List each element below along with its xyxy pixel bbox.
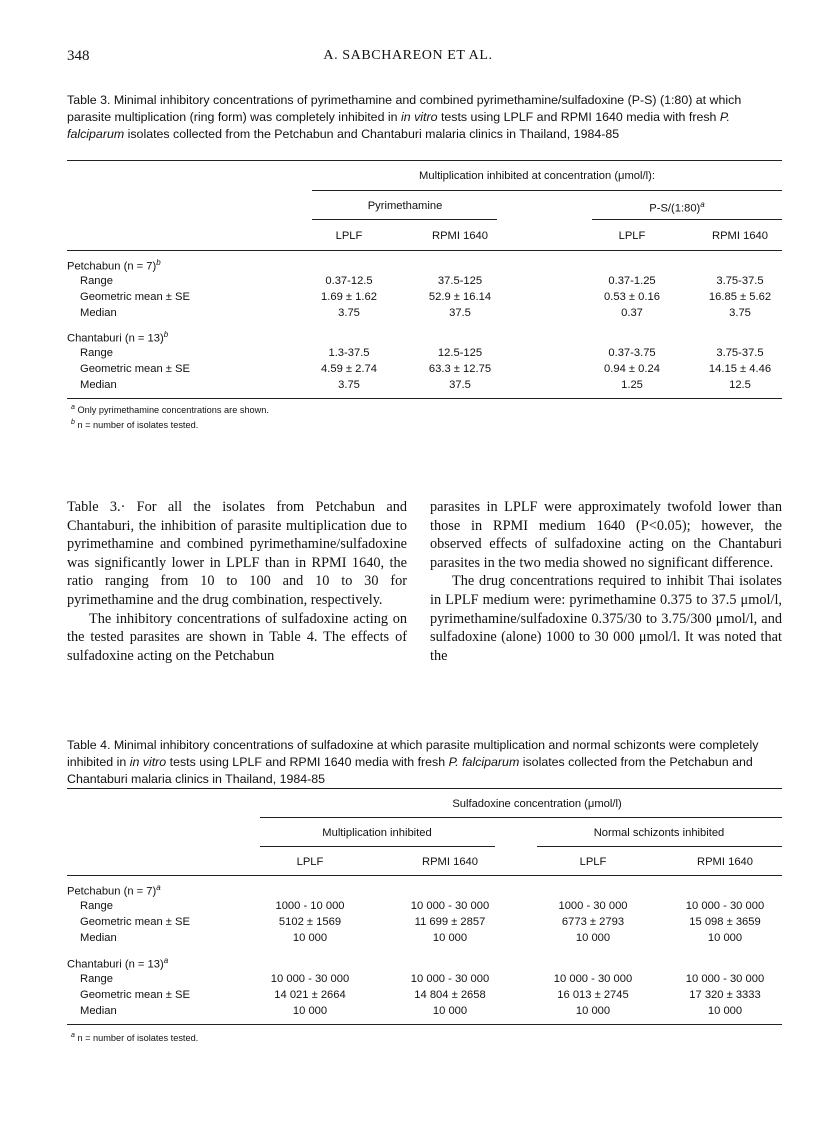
table3-row-label: Geometric mean ± SE bbox=[80, 291, 190, 303]
table4-cell: 10 000 bbox=[292, 932, 328, 944]
table4-cell: 10 000 bbox=[707, 932, 743, 944]
table4-footnote: $^a$ n = number of isolates tested. bbox=[71, 1032, 199, 1044]
table4-section-petchabun: Petchabun (n = 7)$^a$ bbox=[67, 883, 161, 898]
table4-col-rpmi-1: RPMI 1640 bbox=[422, 856, 478, 868]
table4-col-lplf-1: LPLF bbox=[296, 856, 324, 868]
table4-cell: 10 000 bbox=[575, 932, 611, 944]
table4-group-schizonts: Normal schizonts inhibited bbox=[593, 827, 725, 839]
table4-col-lplf-2: LPLF bbox=[579, 856, 607, 868]
table3-cell: 14.15 ± 4.46 bbox=[708, 363, 772, 375]
table4-cell: 14 021 ± 2664 bbox=[274, 989, 346, 1001]
table3-cell: 37.5 bbox=[449, 307, 471, 319]
table3-group-pyrimethamine: Pyrimethamine bbox=[367, 200, 443, 212]
table4-row-label: Median bbox=[80, 932, 117, 944]
table3-cell: 0.37-3.75 bbox=[608, 347, 656, 359]
table3-cell: 12.5 bbox=[729, 379, 751, 391]
table3-cell: 37.5 bbox=[449, 379, 471, 391]
table4-cell: 14 804 ± 2658 bbox=[414, 989, 486, 1001]
table4-cell: 5102 ± 1569 bbox=[278, 916, 342, 928]
table3-footnote: $^b$ n = number of isolates tested. bbox=[71, 419, 199, 431]
table4-spanner: Sulfadoxine concentration (μmol/l) bbox=[452, 798, 622, 810]
table4-cell: 10 000 - 30 000 bbox=[270, 973, 350, 985]
running-head: A. SABCHAREON ET AL. bbox=[323, 48, 493, 63]
table3-col-rpmi-2: RPMI 1640 bbox=[712, 230, 768, 242]
table3-col-lplf-1: LPLF bbox=[335, 230, 363, 242]
table3-cell: 3.75 bbox=[729, 307, 751, 319]
table3-cell: 3.75-37.5 bbox=[716, 275, 764, 287]
table3-cell: 4.59 ± 2.74 bbox=[321, 363, 377, 375]
body-paragraph: parasites in LPLF were approximately twofold lower than those in RPMI medium 1640 (P<0.05); however, the observed effects of sulfadoxine acting on the Chantaburi parasites in the two media showed no significant difference. bbox=[430, 499, 782, 571]
table3-cell: 16.85 ± 5.62 bbox=[708, 291, 772, 303]
table3-cell: 0.37 bbox=[621, 307, 643, 319]
body-column-right bbox=[430, 498, 782, 665]
table3-cell: 12.5-125 bbox=[437, 347, 483, 359]
table3-row-label: Range bbox=[80, 347, 113, 359]
table3-cell: 1.25 bbox=[621, 379, 643, 391]
table4-row-label: Median bbox=[80, 1005, 117, 1017]
table3-caption: Table 3. Minimal inhibitory concentrations of pyrimethamine and combined pyrimethamine/sulfadoxine (P-S) (1:80) at which parasite multiplication (ring form) was completely inhibited in in vitro tests using LPLF and RPMI 1640 media with fresh P. falciparum isolates collected from the Petchabun and Chantaburi malaria clinics in Thailand, 1984-85 bbox=[67, 93, 742, 141]
table4-cell: 15 098 ± 3659 bbox=[689, 916, 761, 928]
table3-row-label: Range bbox=[80, 275, 113, 287]
table4-cell: 16 013 ± 2745 bbox=[557, 989, 629, 1001]
table4-group-multiplication: Multiplication inhibited bbox=[322, 827, 432, 839]
table3-group-ps: P-S/(1:80)$^a$ bbox=[649, 200, 705, 215]
table3-col-rpmi-1: RPMI 1640 bbox=[432, 230, 488, 242]
table4-cell: 10 000 bbox=[432, 1005, 468, 1017]
table4-caption: Table 4. Minimal inhibitory concentrations of sulfadoxine at which parasite multiplication and normal schizonts were completely inhibited in in vitro tests using LPLF and RPMI 1640 media with fresh P. falciparum isolates collected from the Petchabun and Chantaburi malaria clinics in Thailand, 1984-85 bbox=[67, 738, 759, 786]
table4-cell: 10 000 bbox=[432, 932, 468, 944]
table3-cell: 3.75 bbox=[338, 379, 360, 391]
table3-cell: 3.75-37.5 bbox=[716, 347, 764, 359]
table3-cell: 52.9 ± 16.14 bbox=[428, 291, 492, 303]
table3-cell: 0.37-12.5 bbox=[325, 275, 373, 287]
table3-cell: 3.75 bbox=[338, 307, 360, 319]
table3-cell: 63.3 ± 12.75 bbox=[428, 363, 492, 375]
table4-cell: 10 000 bbox=[707, 1005, 743, 1017]
table3-row-label: Median bbox=[80, 379, 117, 391]
table3-spanner: Multiplication inhibited at concentration (μmol/l): bbox=[419, 170, 655, 182]
table3-cell: 0.94 ± 0.24 bbox=[604, 363, 660, 375]
table4-cell: 1000 - 10 000 bbox=[275, 900, 345, 912]
table3-section-chantaburi: Chantaburi (n = 13)$^b$ bbox=[67, 330, 169, 345]
table3-footnote: $^a$ Only pyrimethamine concentrations are shown. bbox=[71, 404, 269, 416]
table4-row-label: Range bbox=[80, 973, 113, 985]
table4-cell: 1000 - 30 000 bbox=[558, 900, 628, 912]
table3-cell: 1.69 ± 1.62 bbox=[321, 291, 377, 303]
table4-cell: 10 000 - 30 000 bbox=[685, 900, 765, 912]
body-column-left bbox=[67, 498, 407, 665]
table4 bbox=[67, 788, 782, 1053]
body-paragraph: The drug concentrations required to inhibit Thai isolates in LPLF medium were: pyrimethamine 0.375 to 37.5 μmol/l, pyrimethamine/sulfadoxine 0.375/30 to 3.75/300 μmol/l, and sulfadoxine (alone) 1000 to 30 000 μmol/l. It was noted that the bbox=[430, 573, 782, 664]
table3 bbox=[67, 160, 782, 435]
table4-col-rpmi-2: RPMI 1640 bbox=[697, 856, 753, 868]
table3-cell: 37.5-125 bbox=[437, 275, 483, 287]
table3-col-lplf-2: LPLF bbox=[618, 230, 646, 242]
table4-cell: 10 000 - 30 000 bbox=[410, 973, 490, 985]
body-paragraph: Table 3.· For all the isolates from Petchabun and Chantaburi, the inhibition of parasite multiplication due to pyrimethamine and combined pyrimethamine/sulfadoxine was significantly lower in LPLF than in RPMI 1640, the ratio ranging from 10 to 100 and 10 to 30 for pyrimethamine and the drug combination, respectively. bbox=[67, 499, 407, 608]
table4-row-label: Geometric mean ± SE bbox=[80, 989, 190, 1001]
table4-row-label: Geometric mean ± SE bbox=[80, 916, 190, 928]
table3-cell: 0.53 ± 0.16 bbox=[604, 291, 660, 303]
table4-cell: 6773 ± 2793 bbox=[561, 916, 625, 928]
table4-cell: 10 000 - 30 000 bbox=[685, 973, 765, 985]
table4-cell: 10 000 bbox=[575, 1005, 611, 1017]
table4-section-chantaburi: Chantaburi (n = 13)$^a$ bbox=[67, 956, 169, 971]
table3-cell: 0.37-1.25 bbox=[608, 275, 656, 287]
table3-cell: 1.3-37.5 bbox=[328, 347, 370, 359]
table4-cell: 10 000 bbox=[292, 1005, 328, 1017]
table3-row-label: Median bbox=[80, 307, 117, 319]
table3-row-label: Geometric mean ± SE bbox=[80, 363, 190, 375]
body-paragraph: The inhibitory concentrations of sulfadoxine acting on the tested parasites are shown in Table 4. The effects of sulfadoxine acting on the Petchabun bbox=[67, 610, 407, 664]
table4-cell: 17 320 ± 3333 bbox=[689, 989, 761, 1001]
table3-section-petchabun: Petchabun (n = 7)$^b$ bbox=[67, 258, 161, 273]
table4-cell: 11 699 ± 2857 bbox=[414, 916, 486, 928]
table4-cell: 10 000 - 30 000 bbox=[553, 973, 633, 985]
table4-cell: 10 000 - 30 000 bbox=[410, 900, 490, 912]
table4-row-label: Range bbox=[80, 900, 113, 912]
page-number: 348 bbox=[67, 48, 90, 64]
